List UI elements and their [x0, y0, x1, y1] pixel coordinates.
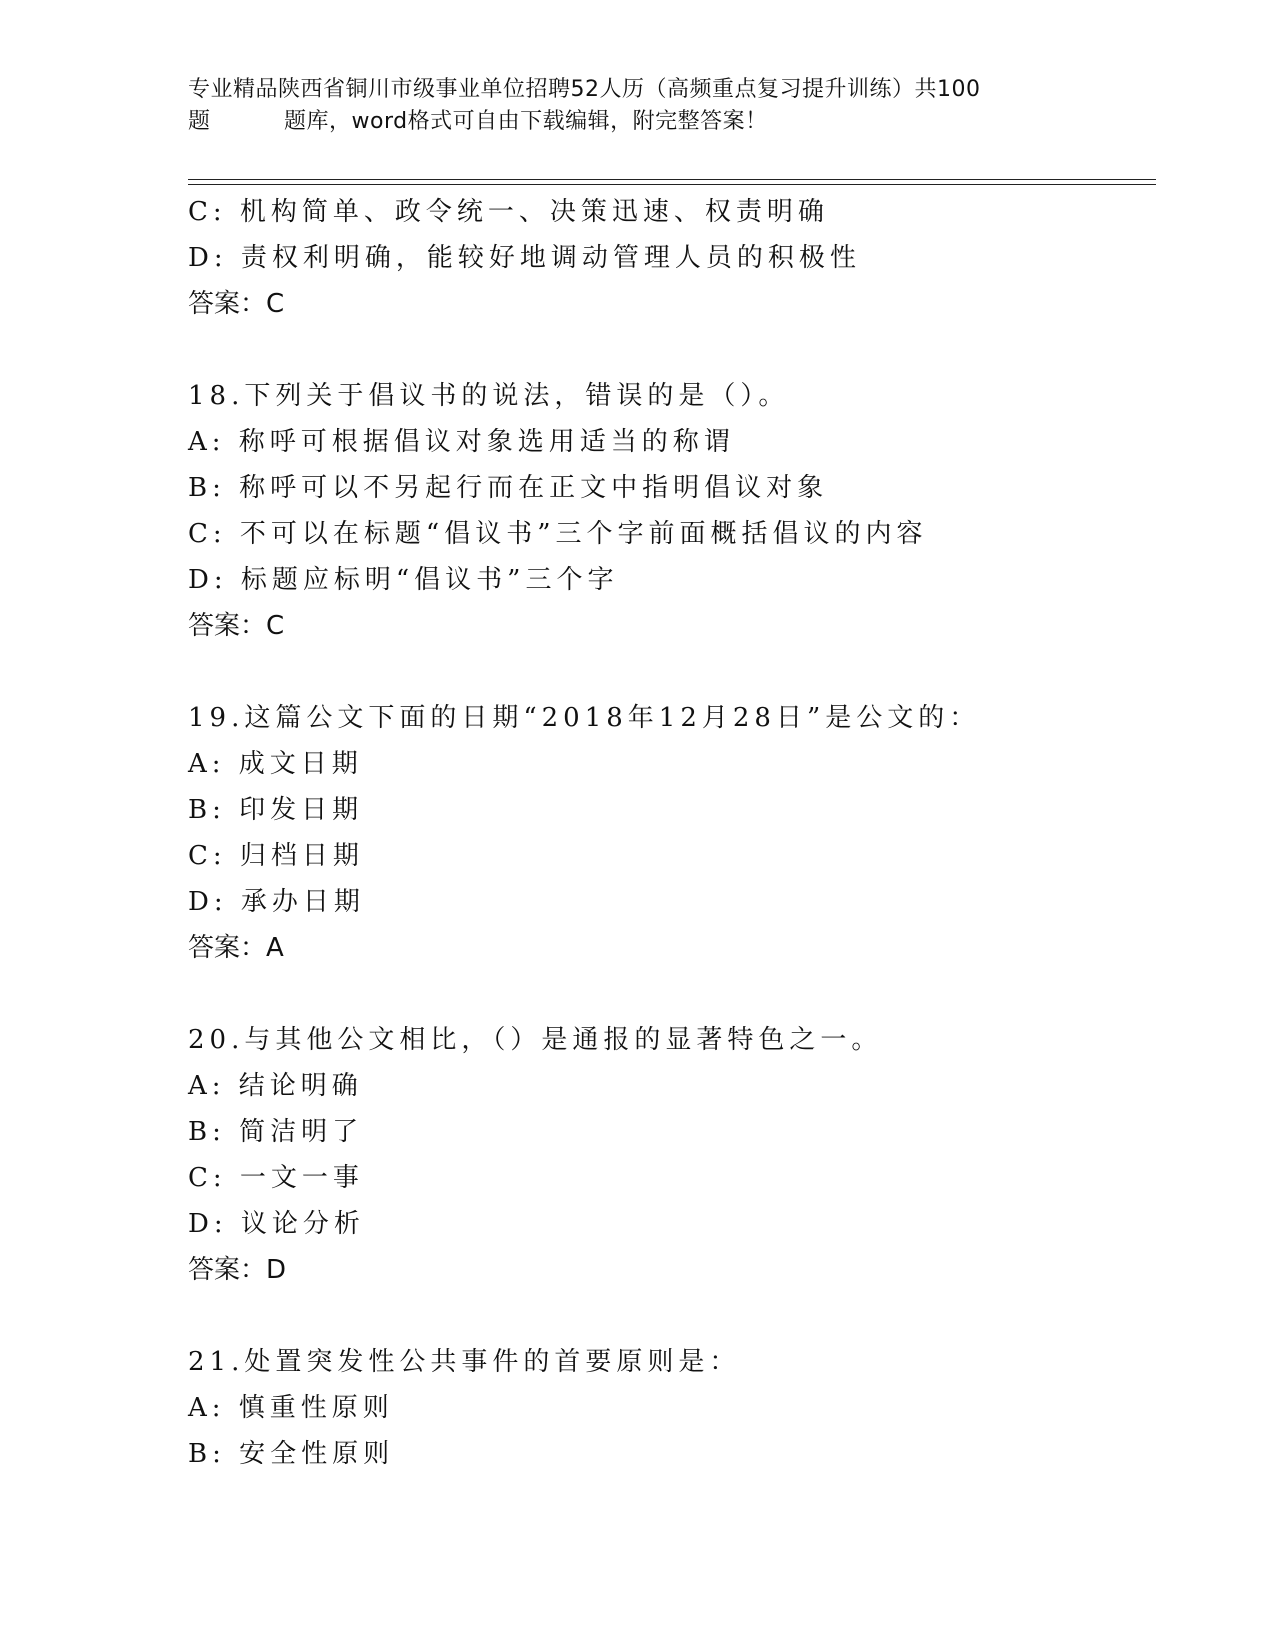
- answer-line: 答案：D: [188, 1255, 287, 1285]
- header-title-line2: [188, 106, 1088, 138]
- option-c: C: 归档日期: [188, 841, 364, 871]
- header-title-line1: 专业精品陕西省铜川市级事业单位招聘52人历（高频重点复习提升训练）共100: [188, 77, 981, 102]
- spacer: [188, 971, 1148, 1017]
- option-b: B: 简洁明了: [188, 1117, 364, 1147]
- option-a: A: 结论明确: [188, 1071, 363, 1101]
- option-c: C: 机构简单、政令统一、决策迅速、权责明确: [188, 197, 829, 227]
- question-stem: 20.与其他公文相比，（）是通报的显著特色之一。: [188, 1025, 883, 1055]
- header-rule-top: [188, 179, 1156, 180]
- question-18: [188, 373, 1148, 649]
- page-header: [188, 74, 1088, 138]
- question-stem: 21.处置突发性公共事件的首要原则是：: [188, 1347, 741, 1377]
- header-rule-bottom: [188, 184, 1156, 185]
- option-b: B: 印发日期: [188, 795, 364, 825]
- option-d: D: 责权利明确，能较好地调动管理人员的积极性: [188, 243, 861, 273]
- question-17-continued: [188, 189, 1148, 327]
- option-c: C: 一文一事: [188, 1163, 364, 1193]
- question-stem: 18.下列关于倡议书的说法，错误的是（）。: [188, 381, 790, 411]
- answer-line: 答案：C: [188, 611, 285, 641]
- spacer: [188, 327, 1148, 373]
- question-19: [188, 695, 1148, 971]
- answer-line: 答案：A: [188, 933, 284, 963]
- question-stem: 19.这篇公文下面的日期“2018年12月28日”是公文的：: [188, 703, 981, 733]
- answer-line: 答案：C: [188, 289, 285, 319]
- spacer: [188, 1293, 1148, 1339]
- option-a: A: 慎重性原则: [188, 1393, 394, 1423]
- option-b: B: 称呼可以不另起行而在正文中指明倡议对象: [188, 473, 829, 503]
- option-d: D: 标题应标明“倡议书”三个字: [188, 565, 619, 595]
- question-list: [188, 189, 1148, 1477]
- option-d: D: 议论分析: [188, 1209, 365, 1239]
- option-a: A: 成文日期: [188, 749, 363, 779]
- spacer: [188, 649, 1148, 695]
- option-d: D: 承办日期: [188, 887, 365, 917]
- option-b: B: 安全性原则: [188, 1439, 395, 1469]
- option-c: C: 不可以在标题“倡议书”三个字前面概括倡议的内容: [188, 519, 928, 549]
- question-20: [188, 1017, 1148, 1293]
- header-title-fragment: 题: [188, 109, 211, 134]
- header-subtitle: 题库，word格式可自由下载编辑，附完整答案！: [284, 109, 768, 134]
- question-21: [188, 1339, 1148, 1477]
- option-a: A: 称呼可根据倡议对象选用适当的称谓: [188, 427, 735, 457]
